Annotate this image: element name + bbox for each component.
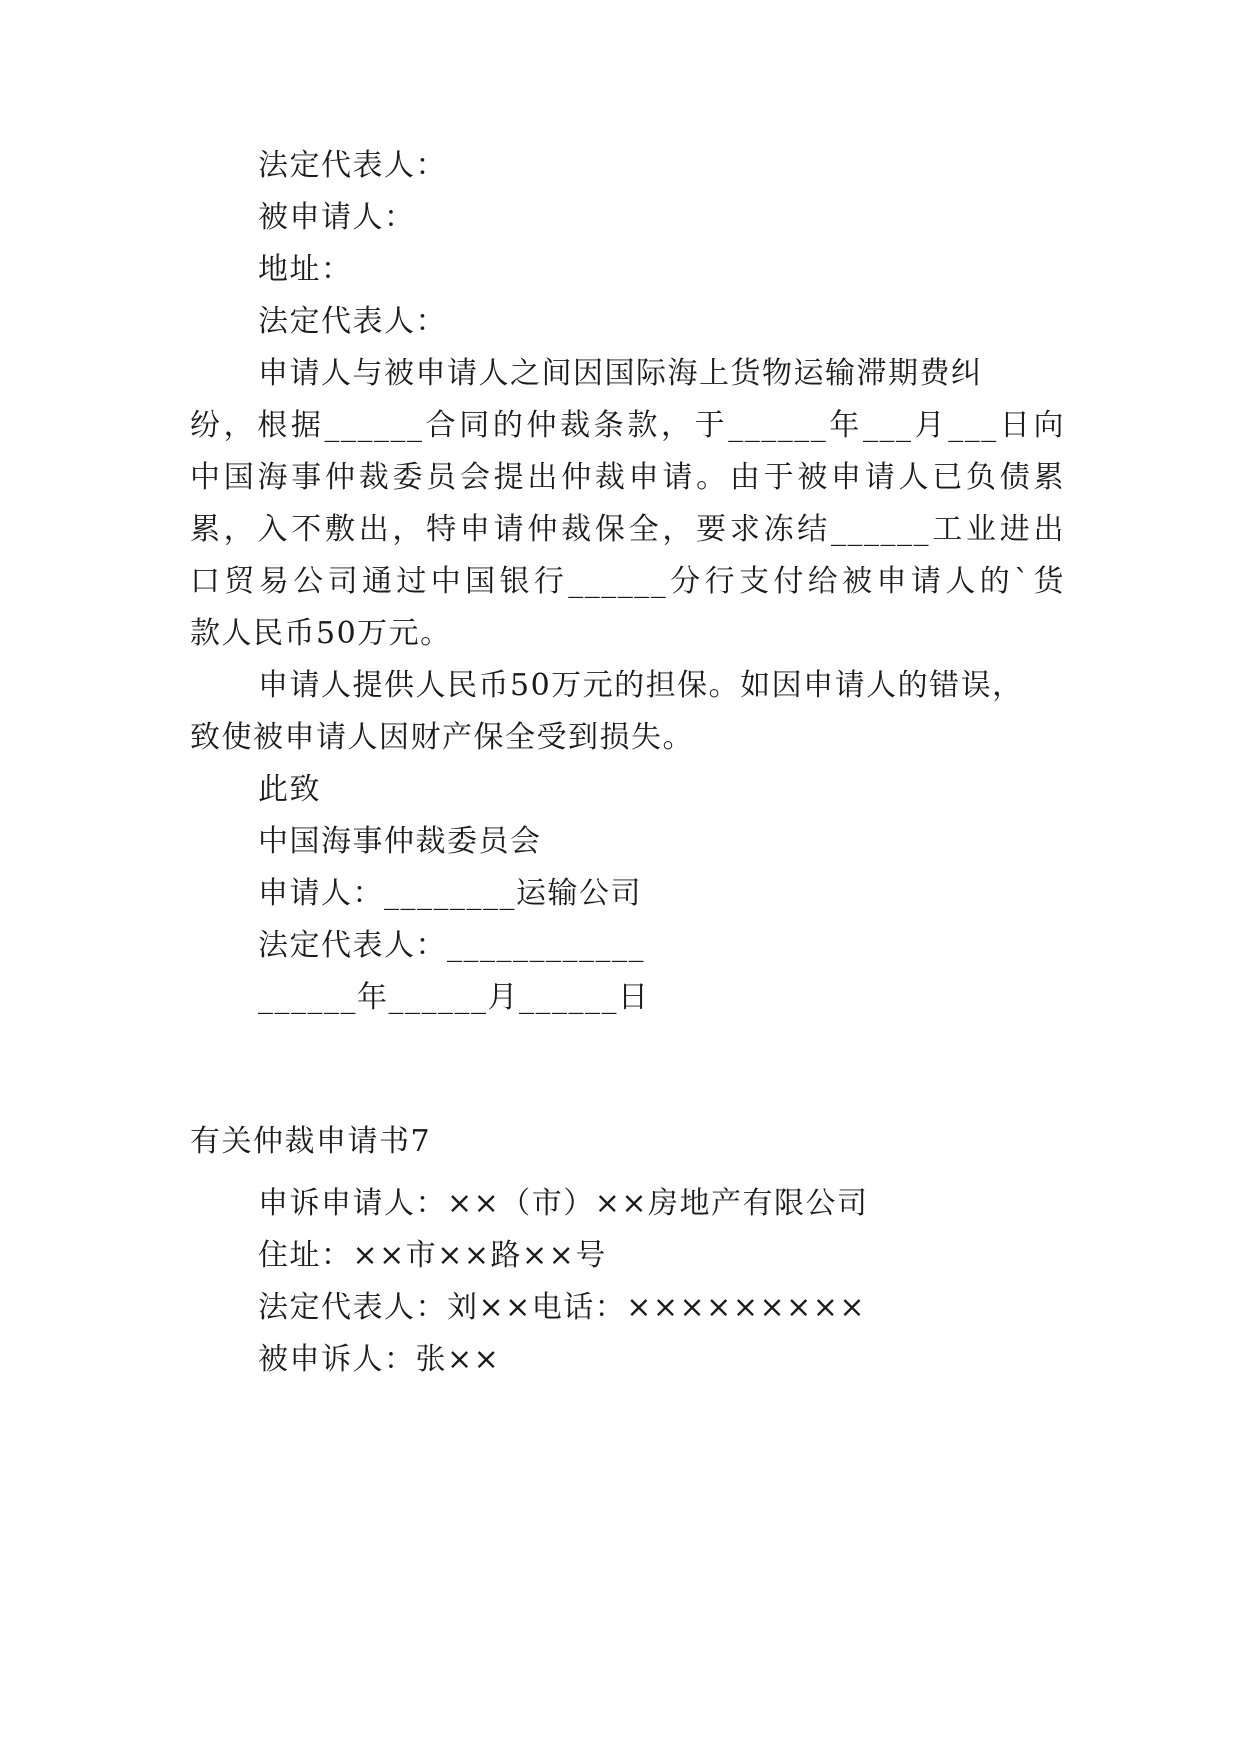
para1-line-2: 纷，根据______合同的仲裁条款，于______年___月___日向 xyxy=(190,408,1065,443)
closing-date: ______年______月______日 xyxy=(258,980,650,1015)
respondent-label: 被申请人： xyxy=(258,200,416,235)
para1-line-3: 中国海事仲裁委员会提出仲裁申请。由于被申请人已负债累 xyxy=(190,460,1065,495)
closing-legal-representative: 法定代表人：____________ xyxy=(258,928,645,963)
closing-applicant: 申请人：________运输公司 xyxy=(258,876,642,911)
para1-line-4: 累，入不敷出，特申请仲裁保全，要求冻结______工业进出 xyxy=(190,512,1065,547)
para1-line-1: 申请人与被申请人之间因国际海上货物运输滞期费纠 xyxy=(258,356,983,391)
para2-line-2: 致使被申请人因财产保全受到损失。 xyxy=(190,720,694,755)
para1-line-5: 口贸易公司通过中国银行______分行支付给被申请人的`货 xyxy=(190,564,1065,599)
section-title: 有关仲裁申请书7 xyxy=(190,1124,432,1159)
closing-salutation: 此致 xyxy=(258,772,321,807)
closing-recipient: 中国海事仲裁委员会 xyxy=(258,824,542,859)
representative-phone-line: 法定代表人：刘××电话：××××××××× xyxy=(258,1290,867,1325)
respondent-line: 被申诉人：张×× xyxy=(258,1342,501,1377)
address-label: 地址： xyxy=(258,252,353,287)
respondent-legal-representative-label: 法定代表人： xyxy=(258,304,447,339)
para1-line-6: 款人民币50万元。 xyxy=(190,616,452,651)
para2-line-1: 申请人提供人民币50万元的担保。如因申请人的错误， xyxy=(258,668,1024,703)
residence-line: 住址：××市××路××号 xyxy=(258,1238,607,1273)
complainant-line: 申诉申请人：××（市）××房地产有限公司 xyxy=(258,1186,869,1221)
legal-representative-label: 法定代表人： xyxy=(258,148,447,183)
